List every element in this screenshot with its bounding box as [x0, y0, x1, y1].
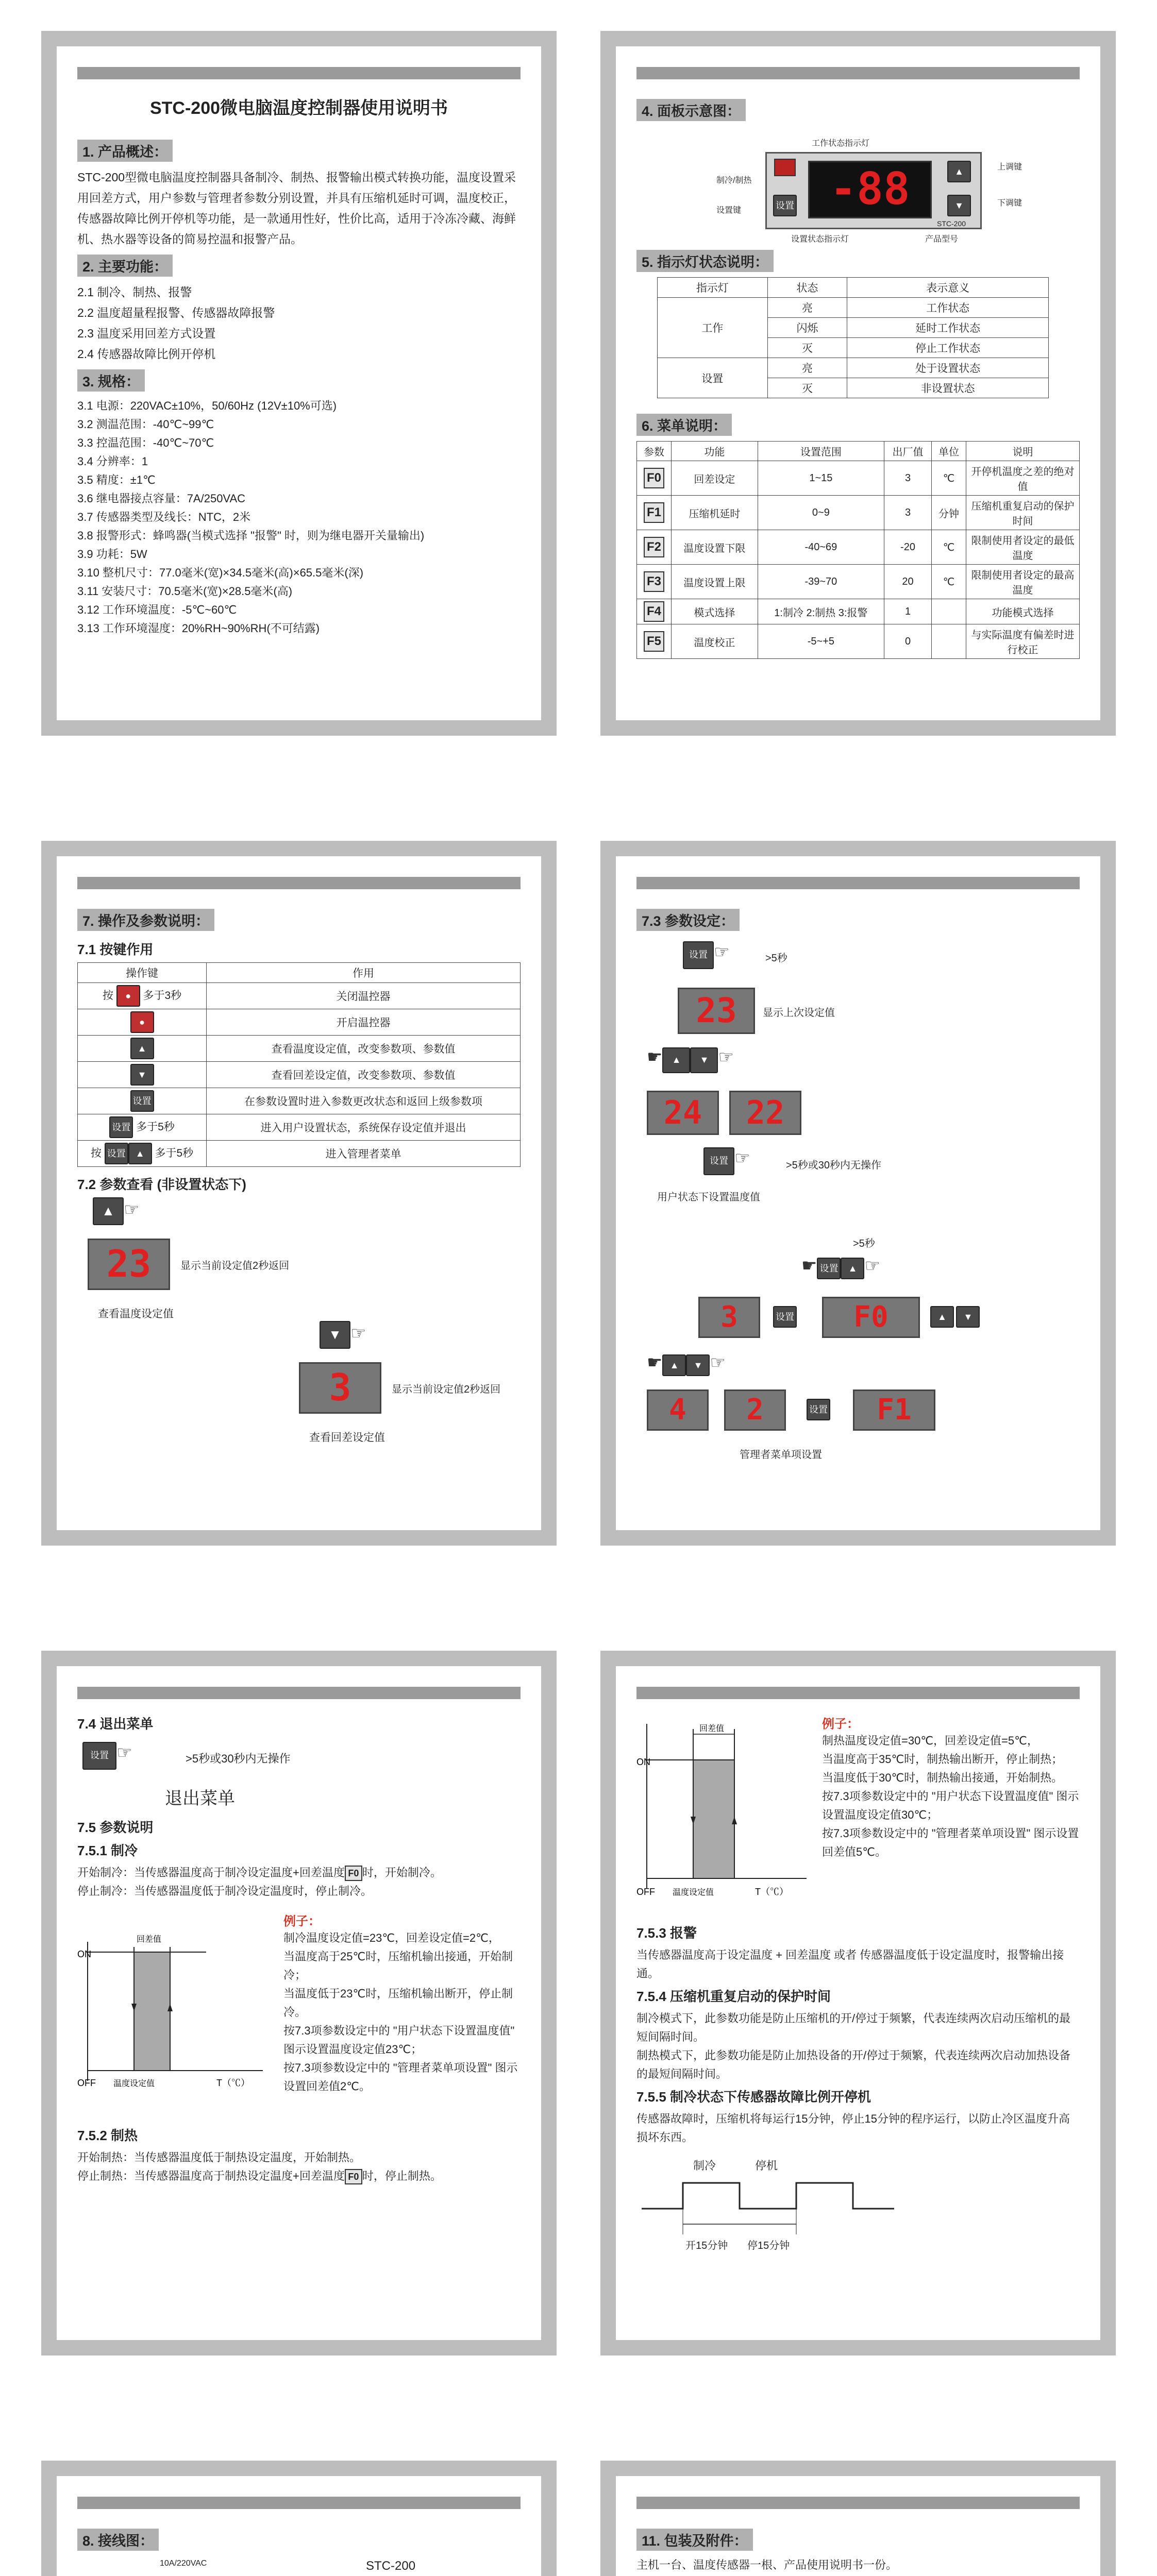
- param-code: F4: [644, 601, 664, 622]
- heating-chart: [636, 1714, 822, 1914]
- panel-exit-params: [41, 1651, 557, 2355]
- cool-stop-text: 停止制冷：当传感器温度低于制冷设定温度时，停止制冷。: [77, 1885, 373, 1897]
- caption: 显示当前设定值2秒返回: [392, 1384, 501, 1395]
- table-cell: 查看回差设定值，改变参数项、参数值: [207, 1062, 521, 1088]
- caption: 查看温度设定值: [98, 1308, 174, 1320]
- table-row: [78, 1036, 521, 1062]
- key-text: 按: [90, 1147, 102, 1159]
- led-display: [822, 1297, 920, 1338]
- subsection-heading: 7.5.4 压缩机重复启动的保护时间: [636, 1989, 831, 2004]
- set-key-icon: 设置: [109, 1116, 133, 1138]
- section-heading: 11. 包装及附件：: [636, 2529, 753, 2551]
- fault-waveform: [636, 2147, 1080, 2260]
- led-display: [808, 161, 932, 218]
- heating-section: [636, 1714, 1080, 1920]
- up-key-icon: ▲: [930, 1306, 954, 1328]
- led-display: [853, 1389, 935, 1431]
- down-key-icon: ▼: [690, 1047, 718, 1073]
- key-table: [77, 962, 521, 1167]
- table-cell: 1:制冷 2:制热 3:报警: [758, 599, 884, 624]
- example-line: 制热温度设定值=30℃，回差设定值=5℃，: [822, 1734, 1038, 1747]
- set-key-icon: 设置: [703, 1147, 734, 1175]
- top-bar: [636, 877, 1080, 889]
- fault-text: 传感器故障时，压缩机将每运行15分钟，停止15分钟的程序运行，以防止冷区温度升高损坏东西。: [636, 2112, 1070, 2144]
- section-heading: 2. 主要功能：: [77, 255, 173, 277]
- table-cell: 与实际温度有偏差时进行校正: [966, 624, 1080, 659]
- hand-press-icon: ☞: [718, 1047, 734, 1067]
- setpoint-label: 温度设定值: [673, 1888, 714, 1897]
- top-bar: [77, 877, 521, 889]
- param-code: F5: [644, 631, 664, 652]
- list-item: 3.1 电源：220VAC±10%，50/60Hz (12V±10%可选): [77, 399, 337, 412]
- caption: >5秒: [853, 1238, 875, 1249]
- key-text: 按: [102, 990, 113, 1002]
- controller-face: [765, 152, 982, 229]
- list-item: 3.6 继电器接点容量：7A/250VAC: [77, 492, 246, 505]
- table-cell: -39~70: [758, 565, 884, 599]
- set-key-icon: 设置: [105, 1143, 128, 1164]
- set-key-icon: 设置: [683, 941, 714, 969]
- table-cell: 查看温度设定值，改变参数项、参数值: [207, 1036, 521, 1062]
- up-key-icon: ▲: [93, 1197, 124, 1225]
- subsection-heading: 7.5.2 制热: [77, 2128, 138, 2143]
- subsection-heading: 7.5.1 制冷: [77, 1843, 138, 1858]
- table-cell: 0: [884, 624, 931, 659]
- table-row: [78, 1114, 521, 1141]
- set-key-icon: 设置: [817, 1258, 841, 1279]
- example-line: 制冷温度设定值=23℃，回差设定值=2℃，: [283, 1931, 500, 1944]
- table-header: 出厂值: [884, 442, 931, 461]
- cooling-section: [77, 1901, 521, 2122]
- table-cell: 非设置状态: [847, 378, 1049, 398]
- exit-menu-label: 退出菜单: [165, 1789, 235, 1808]
- table-header: 指示灯: [658, 278, 768, 298]
- list-item: 3.8 报警形式：蜂鸣器(当模式选择 "报警" 时，则为继电器开关量输出): [77, 529, 425, 542]
- table-row: [637, 496, 1080, 530]
- list-item: 2.2 温度超量程报警、传感器故障报警: [77, 306, 275, 319]
- label: 设置键: [716, 206, 742, 215]
- top-bar: [636, 67, 1080, 79]
- set-key-icon: 设置: [773, 1306, 797, 1328]
- hysteresis-label: 回差值: [137, 1935, 162, 1944]
- section-heading: 4. 面板示意图：: [636, 99, 746, 121]
- led-display: [647, 1389, 709, 1431]
- example-line: 当温度低于30℃时，制热输出接通，开始制热。: [822, 1771, 1063, 1784]
- table-header: 说明: [966, 442, 1080, 461]
- param-code: F0: [644, 468, 664, 488]
- key-text: 多于3秒: [143, 990, 182, 1002]
- table-cell: 20: [884, 565, 931, 599]
- panel-wiring: [41, 2461, 557, 2576]
- stop-label: 停机: [755, 2159, 778, 2172]
- table-cell: 功能模式选择: [966, 599, 1080, 624]
- cool-start-text: 开始制冷：当传感器温度高于制冷设定温度+回差温度: [77, 1866, 345, 1879]
- hand-press-icon: ☞: [714, 942, 730, 962]
- subsection-heading: 7.2 参数查看 (非设置状态下): [77, 1177, 246, 1192]
- example-heading: 例子：: [283, 1914, 321, 1928]
- up-key-icon: ▲: [662, 1047, 690, 1073]
- list-item: 3.3 控温范围：-40℃~70℃: [77, 436, 214, 449]
- hand-press-icon: ☛: [801, 1256, 817, 1276]
- param-code: F0: [345, 1866, 362, 1881]
- hand-press-icon: ☞: [116, 1743, 132, 1762]
- table-cell: 延时工作状态: [847, 318, 1049, 338]
- led-display: [698, 1297, 760, 1338]
- label: 上调键: [997, 163, 1022, 172]
- table-cell: -40~69: [758, 530, 884, 565]
- param-code: F1: [644, 502, 664, 523]
- off-15-label: 停15分钟: [747, 2240, 790, 2251]
- list-item: 3.2 测温范围：-40℃~99℃: [77, 418, 214, 431]
- power-key-icon: ●: [130, 1011, 154, 1033]
- table-cell: 分钟: [932, 496, 966, 530]
- table-cell: 3: [884, 461, 931, 496]
- table-cell: 工作状态: [847, 298, 1049, 318]
- display-value: 24: [663, 1094, 702, 1131]
- cool-label: 制冷: [693, 2159, 716, 2172]
- top-bar: [77, 2497, 521, 2509]
- led-display: [647, 1091, 719, 1135]
- param-code: F2: [644, 537, 664, 557]
- top-bar: [77, 1687, 521, 1699]
- table-cell: 开停机温度之差的绝对值: [966, 461, 1080, 496]
- down-key-icon: ▼: [686, 1354, 710, 1376]
- caption: 管理者菜单项设置: [740, 1449, 822, 1461]
- led-display: [88, 1239, 170, 1290]
- led-display: [299, 1362, 381, 1414]
- table-cell: 1: [884, 599, 931, 624]
- caption: 查看回差设定值: [309, 1432, 385, 1444]
- table-cell: [932, 624, 966, 659]
- view-diagram: [77, 1197, 521, 1455]
- on-15-label: 开15分钟: [685, 2240, 728, 2251]
- example-line: 当温度高于35℃时，制热输出断开，停止制热；: [822, 1753, 1063, 1766]
- indicator-lamp: [774, 159, 796, 176]
- power-key-icon: ●: [116, 985, 140, 1007]
- table-cell: 设置: [658, 358, 768, 398]
- display-value: 3: [720, 1300, 738, 1334]
- top-bar: [77, 67, 521, 79]
- caption: 显示上次设定值: [763, 1007, 835, 1019]
- temp-axis-label: T（℃）: [755, 1887, 789, 1897]
- up-key-icon: ▲: [662, 1354, 686, 1376]
- section-heading: 7. 操作及参数说明：: [77, 909, 214, 931]
- subsection-heading: 7.1 按键作用: [77, 942, 154, 957]
- list-item: 2.4 传感器故障比例开停机: [77, 347, 216, 361]
- list-item: 3.10 整机尺寸：77.0毫米(宽)×34.5毫米(高)×65.5毫米(深): [77, 566, 364, 579]
- top-bar: [636, 2497, 1080, 2509]
- hand-press-icon: ☞: [864, 1256, 880, 1276]
- display-value: 22: [746, 1094, 785, 1131]
- label: 设置状态指示灯: [791, 235, 849, 244]
- table-cell: -5~+5: [758, 624, 884, 659]
- model-label: STC-200: [366, 2559, 416, 2573]
- table-cell: 在参数设置时进入参数更改状态和返回上级参数项: [207, 1088, 521, 1114]
- display-value: F1: [877, 1393, 912, 1427]
- example-line: 按7.3项参数设定中的 "用户状态下设置温度值" 图示设置温度设定值23℃；: [283, 2024, 515, 2056]
- hand-press-icon: ☞: [350, 1324, 366, 1343]
- table-cell: 关闭温控器: [207, 983, 521, 1009]
- table-row: [78, 983, 521, 1009]
- indicator-table: [657, 277, 1049, 398]
- table-cell: 亮: [767, 298, 847, 318]
- setpoint-label: 温度设定值: [113, 2079, 155, 2088]
- temp-axis-label: T（℃）: [216, 2078, 250, 2088]
- example-line: 按7.3项参数设定中的 "管理者菜单项设置" 图示设置回差值2℃。: [283, 2061, 518, 2093]
- table-cell: 温度设置下限: [671, 530, 758, 565]
- section-heading: 5. 指示灯状态说明：: [636, 250, 774, 272]
- table-cell: 进入用户设置状态，系统保存设定值并退出: [207, 1114, 521, 1141]
- caption: >5秒或30秒内无操作: [786, 1160, 882, 1171]
- up-key-icon: ▲: [841, 1258, 864, 1279]
- down-button[interactable]: ▼: [947, 195, 971, 216]
- panel-operation: [41, 841, 557, 1546]
- list-item: 3.9 功耗：5W: [77, 548, 147, 561]
- on-label: ON: [636, 1757, 650, 1767]
- up-key-icon: ▲: [130, 1038, 154, 1059]
- heat-start-text: 开始制热：当传感器温度低于制热设定温度，开始制热。: [77, 2151, 361, 2164]
- table-cell: 1~15: [758, 461, 884, 496]
- display-value: 2: [746, 1393, 764, 1427]
- table-header: 参数: [637, 442, 672, 461]
- off-label: OFF: [77, 2078, 96, 2088]
- panel-packaging: [600, 2461, 1116, 2576]
- set-key-icon: 设置: [130, 1090, 154, 1112]
- section-heading: 1. 产品概述：: [77, 140, 173, 162]
- delay-text-heat: 制热模式下，此参数功能是防止加热设备的开/停过于频繁，代表连续两次启动加热设备的最短间隔时间。: [636, 2049, 1071, 2080]
- list-item: 2.3 温度采用回差方式设置: [77, 327, 216, 340]
- table-cell: 处于设置状态: [847, 358, 1049, 378]
- caption: 显示当前设定值2秒返回: [180, 1260, 290, 1272]
- param-code: F0: [345, 2169, 362, 2184]
- list-item: 2.1 制冷、制热、报警: [77, 285, 192, 299]
- list-item: 3.4 分辨率：1: [77, 455, 148, 468]
- caption: >5秒: [765, 953, 787, 964]
- top-bar: [636, 1687, 1080, 1699]
- set-button[interactable]: 设置: [773, 195, 797, 216]
- section-heading: 3. 规格：: [77, 369, 145, 392]
- display-value: 23: [106, 1242, 152, 1285]
- display-value: -88: [830, 163, 910, 215]
- table-cell: [932, 599, 966, 624]
- led-display: [724, 1389, 786, 1431]
- table-cell: ℃: [932, 565, 966, 599]
- example-line: 按7.3项参数设定中的 "用户状态下设置温度值" 图示设置温度设定值30℃；: [822, 1790, 1079, 1821]
- section-heading: 6. 菜单说明：: [636, 414, 732, 436]
- setting-diagram: [636, 936, 1080, 1518]
- display-value: F0: [853, 1300, 888, 1334]
- panel-diagram: [636, 126, 1080, 245]
- example-line: 按7.3项参数设定中的 "管理者菜单项设置" 图示设置回差值5℃。: [822, 1827, 1079, 1858]
- table-cell: 开启温控器: [207, 1009, 521, 1036]
- table-header: 状态: [767, 278, 847, 298]
- menu-table: [636, 441, 1080, 659]
- wiring-diagram: [77, 2556, 521, 2576]
- set-key-icon: 设置: [807, 1399, 830, 1420]
- table-cell: 压缩机重复启动的保护时间: [966, 496, 1080, 530]
- heat-stop-text: 停止制热：当传感器温度高于制热设定温度+回差温度: [77, 2170, 345, 2182]
- table-cell: 压缩机延时: [671, 496, 758, 530]
- down-key-icon: ▼: [956, 1306, 980, 1328]
- example-line: 当温度低于23℃时，压缩机输出断开，停止制冷。: [283, 1987, 513, 2019]
- table-cell: 灭: [767, 378, 847, 398]
- hand-press-icon: ☞: [710, 1353, 726, 1372]
- example-heading: 例子：: [822, 1717, 859, 1731]
- hand-press-icon: ☛: [647, 1047, 663, 1067]
- table-row: [637, 530, 1080, 565]
- list-item: 3.11 安装尺寸：70.5毫米(宽)×28.5毫米(高): [77, 585, 293, 598]
- subsection-heading: 7.5 参数说明: [77, 1820, 154, 1835]
- power-rating: 10A/220VAC: [160, 2559, 207, 2568]
- label: 下调键: [997, 199, 1022, 208]
- table-header: 功能: [671, 442, 758, 461]
- set-key-icon: 设置: [82, 1742, 116, 1770]
- table-cell: ℃: [932, 461, 966, 496]
- table-cell: ℃: [932, 530, 966, 565]
- example-line: 当温度高于25℃时，压缩机输出接通，开始制冷；: [283, 1950, 513, 1981]
- table-header: 作用: [207, 963, 521, 983]
- cool-start-text-end: 时，开始制冷。: [362, 1866, 442, 1879]
- table-cell: 模式选择: [671, 599, 758, 624]
- table-header: 设置范围: [758, 442, 884, 461]
- table-row: [637, 599, 1080, 624]
- subsection-heading: 7.5.5 制冷状态下传感器故障比例开停机: [636, 2089, 871, 2105]
- list-item: 3.7 传感器类型及线长：NTC，2米: [77, 511, 251, 523]
- display-value: 23: [696, 991, 737, 1030]
- list-item: 3.12 工作环境温度：-5℃~60℃: [77, 603, 237, 616]
- table-cell: 闪烁: [767, 318, 847, 338]
- table-row: [78, 1088, 521, 1114]
- label: 工作状态指示灯: [812, 139, 870, 148]
- led-display: [678, 988, 755, 1034]
- param-code: F3: [644, 571, 664, 592]
- table-row: [637, 624, 1080, 659]
- delay-text-cool: 制冷模式下，此参数功能是防止压缩机的开/停过于频繁，代表连续两次启动压缩机的最短间隔时间。: [636, 2012, 1071, 2043]
- table-cell: 0~9: [758, 496, 884, 530]
- down-key-icon: ▼: [130, 1064, 154, 1086]
- hand-press-icon: ☞: [734, 1148, 750, 1168]
- table-cell: 回差设定: [671, 461, 758, 496]
- overview-text: STC-200型微电脑温度控制器具备制冷、制热、报警输出模式转换功能，温度设置采用回差方式，用户参数与管理者参数分别设置，并具有压缩机延时可调，温度校正，传感器故障比例开停机等功能，是一款通用性好，性价比高，适用于冷冻冷藏、海鲜机、热水器等设备的简易控温和报警产品。: [77, 171, 516, 246]
- model-label: STC-200: [937, 219, 966, 228]
- list-item: 3.5 精度：±1℃: [77, 473, 156, 486]
- heat-stop-text-end: 时，停止制热。: [362, 2170, 442, 2182]
- table-cell: -20: [884, 530, 931, 565]
- led-display: [729, 1091, 801, 1135]
- panel-param-setting: [600, 841, 1116, 1546]
- table-cell: 限制使用者设定的最低温度: [966, 530, 1080, 565]
- table-cell: 亮: [767, 358, 847, 378]
- table-cell: 进入管理者菜单: [207, 1141, 521, 1167]
- table-cell: 工作: [658, 298, 768, 358]
- subsection-heading: 7.5.3 报警: [636, 1925, 697, 1941]
- table-cell: 温度设置上限: [671, 565, 758, 599]
- hand-press-icon: ☛: [647, 1353, 663, 1372]
- cooling-chart: [77, 1916, 273, 2102]
- panel-panel-diagram: [600, 31, 1116, 736]
- table-row: [78, 1141, 521, 1167]
- panel-heating-alarm: [600, 1651, 1116, 2355]
- display-value: 4: [669, 1393, 686, 1427]
- table-header: 操作键: [78, 963, 207, 983]
- caption: >5秒或30秒内无操作: [186, 1752, 291, 1765]
- on-label: ON: [77, 1949, 91, 1959]
- hysteresis-label: 回差值: [699, 1724, 725, 1733]
- table-cell: 灭: [767, 338, 847, 358]
- section-heading: 7.3 参数设定：: [636, 909, 740, 931]
- list-item: 3.13 工作环境湿度：20%RH~90%RH(不可结露): [77, 622, 320, 635]
- down-key-icon: ▼: [320, 1321, 350, 1349]
- section-heading: 8. 接线图：: [77, 2529, 159, 2551]
- table-header: 表示意义: [847, 278, 1049, 298]
- hand-press-icon: ☞: [124, 1200, 140, 1219]
- label: 产品型号: [925, 235, 959, 244]
- table-cell: 温度校正: [671, 624, 758, 659]
- table-row: [637, 565, 1080, 599]
- packaging-text: 主机一台、温度传感器一根、产品使用说明书一份。: [636, 2558, 898, 2571]
- caption: 用户状态下设置温度值: [657, 1192, 760, 1203]
- table-row: [78, 1009, 521, 1036]
- table-cell: 停止工作状态: [847, 338, 1049, 358]
- table-cell: 3: [884, 496, 931, 530]
- panel-intro: [41, 31, 557, 736]
- display-value: 3: [329, 1366, 351, 1409]
- doc-title: STC-200微电脑温度控制器使用说明书: [149, 98, 448, 118]
- up-key-icon: ▲: [128, 1143, 152, 1164]
- subsection-heading: 7.4 退出菜单: [77, 1716, 154, 1732]
- alarm-text: 当传感器温度高于设定温度 + 回差温度 或者 传感器温度低于设定温度时，报警输出接通。: [636, 1948, 1064, 1980]
- table-header: 单位: [932, 442, 966, 461]
- key-text: 多于5秒: [136, 1121, 175, 1133]
- table-cell: 限制使用者设定的最高温度: [966, 565, 1080, 599]
- table-row: [78, 1062, 521, 1088]
- key-text: 多于5秒: [155, 1147, 194, 1159]
- off-label: OFF: [636, 1887, 655, 1897]
- up-button[interactable]: ▲: [947, 161, 971, 182]
- label: 制冷/制热: [716, 176, 752, 185]
- table-row: [637, 461, 1080, 496]
